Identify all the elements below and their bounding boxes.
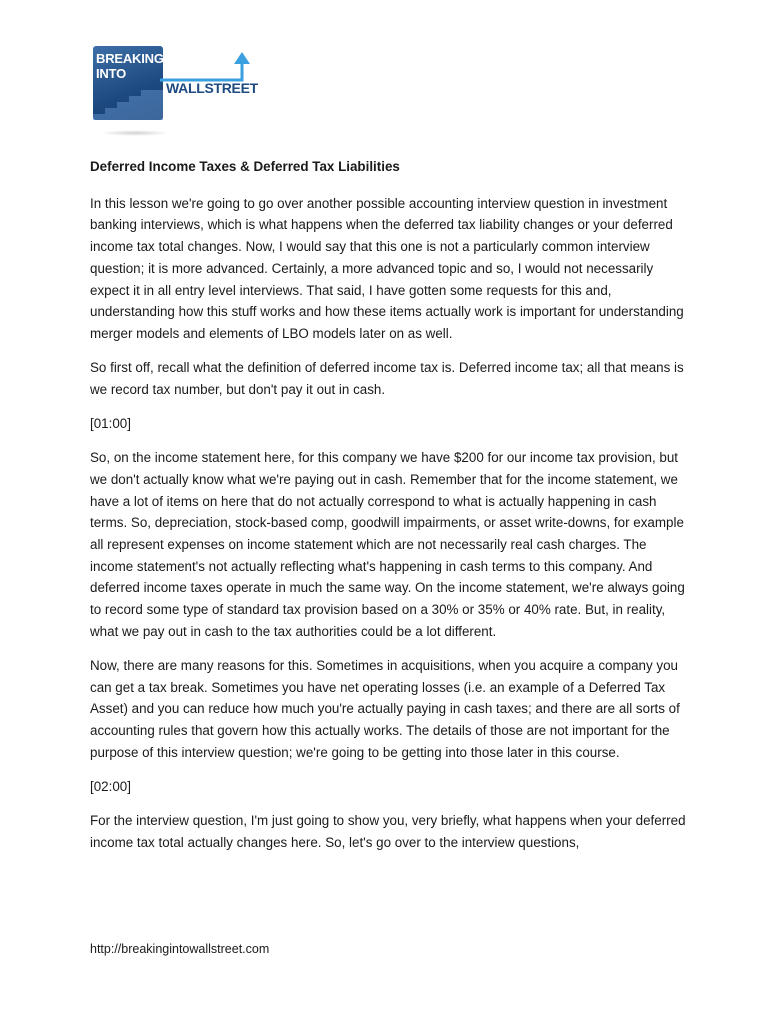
paragraph: In this lesson we're going to go over another possible accounting interview question in investment banking interviews, which is what happens when the deferred tax liability changes or your deferred income tax total changes. Now, I would say that this one is not a particularly common interview question; it is more advanced. Certainly, a more advanced topic and so, I would not necessarily expect it in all entry level interviews. That said, I have gotten some requests for this and, understanding how this stuff works and how these items actually work is important for understanding merger models and elements of LBO models later on as well. — [90, 195, 684, 341]
paragraph: So, on the income statement here, for this company we have $200 for our income tax provision, but we don't actually know what we're paying out in cash. Remember that for the income statement, we have a lot of items on here that do not actually correspond to what is actually happening in cash terms. So, depreciation, stock-based comp, goodwill impairments, or asset write-downs, for example all represent expenses on income statement which are not necessarily real cash charges. The income statement's not actually reflecting what's happening in cash terms to this company. And deferred income taxes operate in much the same way. On the income statement, we're always going to record some type of standard tax provision based on a 30% or 35% or 40% rate. But, in reality, what we pay out in cash to the tax authorities could be a lot different. — [90, 450, 685, 639]
logo-shadow — [100, 130, 170, 136]
document-title: Deferred Income Taxes & Deferred Tax Liabilities — [90, 159, 400, 174]
document-body — [90, 156, 690, 866]
logo-text-wallstreet: WALLSTREET — [166, 80, 258, 96]
paragraph: For the interview question, I'm just going to show you, very briefly, what happens when your deferred income tax total actually changes here. So, let's go over to the interview questions, — [90, 813, 686, 850]
logo-text-into: INTO — [96, 66, 127, 81]
paragraph: So first off, recall what the definition of deferred income tax is. Deferred income tax; all that means is we record tax number, but don't pay it out in cash. — [90, 360, 684, 397]
arrow-up-icon — [160, 50, 260, 82]
brand-logo — [90, 46, 270, 142]
paragraph: Now, there are many reasons for this. Sometimes in acquisitions, when you acquire a company you can get a tax break. Sometimes you have net operating losses (i.e. an example of a Deferred Tax Asset) and you can reduce how much you're actually paying in cash taxes; and there are all sorts of accounting rules that govern how this actually works. The details of those are not important for the purpose of this interview question; we're going to be getting into those later in this course. — [90, 658, 680, 760]
logo-text-breaking: BREAKING — [96, 51, 164, 66]
footer-url: http://breakingintowallstreet.com — [90, 942, 270, 956]
timestamp: [01:00] — [90, 416, 131, 432]
timestamp: [02:00] — [90, 779, 131, 795]
stairs-icon — [93, 84, 163, 120]
